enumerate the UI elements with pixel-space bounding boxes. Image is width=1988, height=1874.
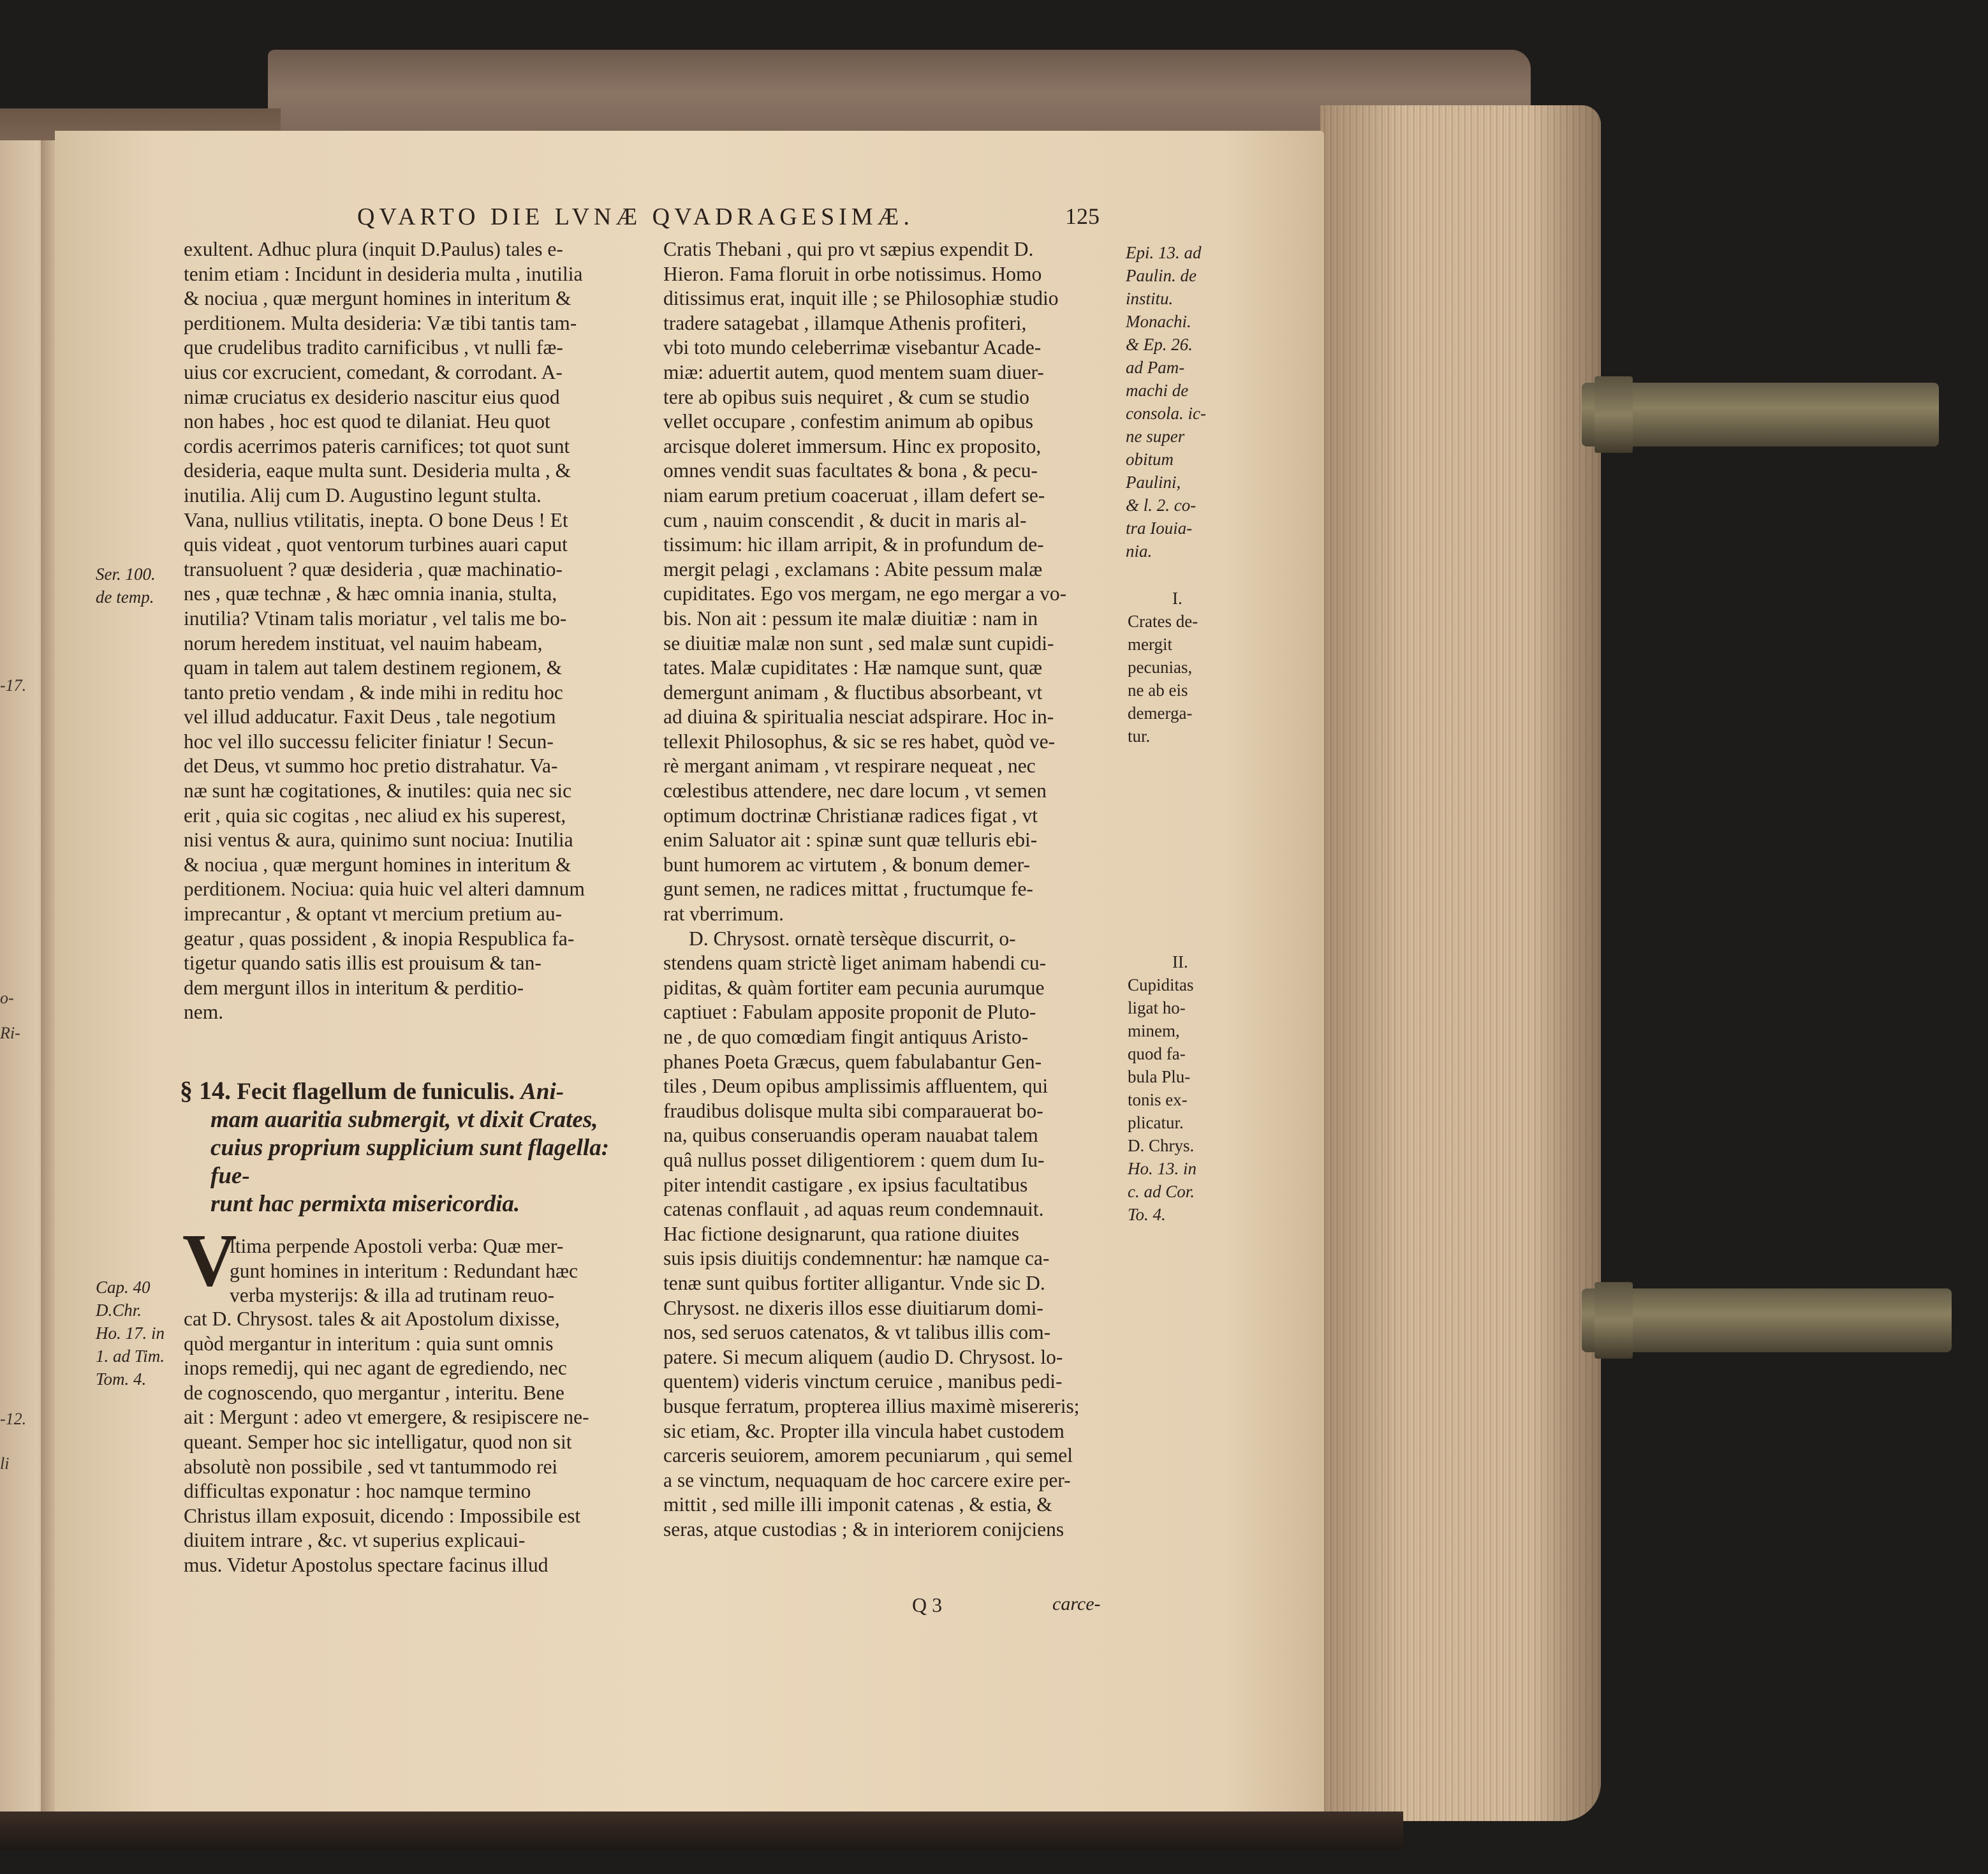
text-line: desideria, eaque multa sunt. Desideria multa , & [184, 459, 571, 482]
margin-note-line: Cupiditas [1128, 975, 1194, 994]
text-line: optimum doctrinæ Christianæ radices figat , vt [663, 804, 1038, 827]
margin-note-line: Ho. 17. in [96, 1324, 165, 1343]
text-line: quentem) videris vinctum ceruice , manibus pedi- [663, 1370, 1063, 1393]
text-line: nes , quæ technæ , & hæc omnia inania, stulta, [184, 582, 557, 605]
text-line: inutilia? Vtinam talis moriatur , vel talis me bo- [184, 607, 567, 630]
text-line: niam earum pretium coaceruat , illam defert se- [663, 483, 1045, 506]
margin-note-chr [96, 1276, 165, 1391]
text-line: ditissimus erat, inquit ille ; se Philosophiæ studio [663, 287, 1059, 310]
section-subtitle-line: mam auaritia submergit, vt dixit Crates, [210, 1107, 598, 1133]
text-line: tissimum: hic illam arripit, & in profundum de- [663, 533, 1044, 556]
book-clasp-lower [1582, 1288, 1952, 1352]
margin-note-line: Tom. 4. [96, 1369, 147, 1389]
text-line: exultent. Adhuc plura (inquit D.Paulus) tales e- [184, 238, 563, 260]
text-line: nem. [184, 1001, 224, 1024]
section-subtitle-line: runt hac permixta misericordia. [210, 1191, 520, 1217]
margin-note-line: D.Chr. [96, 1301, 142, 1320]
text-line: patere. Si mecum aliquem (audio D. Chrysost. lo- [663, 1345, 1063, 1368]
text-line: Chrysost. ne dixeris illos esse diuitiarum domi- [663, 1296, 1043, 1319]
text-line: inops remedij, qui nec agant de egrediendo, nec [184, 1357, 567, 1380]
text-line: piditas, & quàm fortiter eam pecunia aurumque [663, 976, 1045, 999]
text-line: gunt semen, ne radices mittat , fructumque fe- [663, 878, 1033, 901]
text-line: cupiditates. Ego vos mergam, ne ego mergar a vo- [663, 582, 1067, 605]
margin-note-line: Cap. 40 [96, 1278, 151, 1297]
margin-note-line: Monachi. [1126, 312, 1191, 331]
text-line: Hieron. Fama floruit in orbe notissimus. Homo [663, 262, 1042, 285]
text-line: imprecantur , & optant vt mercium pretium au- [184, 903, 563, 926]
text-line: nimæ cruciatus ex desiderio nascitur eius quod [184, 385, 560, 408]
margin-note-line: mergit [1128, 635, 1172, 654]
text-line: phanes Poeta Græcus, quem fabulabantur Gen- [663, 1050, 1042, 1073]
margin-note-line: bula Plu- [1128, 1067, 1191, 1086]
margin-note-line: obitum [1126, 450, 1174, 469]
text-line: miæ: aduertit autem, quod mentem suam diuer- [663, 360, 1044, 383]
margin-note-line: minem, [1128, 1021, 1180, 1040]
margin-note-line: tra Iouia- [1126, 519, 1193, 538]
catchword: carce- [1052, 1593, 1101, 1614]
text-line: næ sunt hæ cogitationes, & inutiles: quia nec sic [184, 779, 572, 802]
margin-note-line: & Ep. 26. [1126, 335, 1193, 354]
text-line: mus. Videtur Apostolus spectare facinus illud [184, 1553, 549, 1576]
text-line: rat vberrimum. [663, 903, 784, 926]
text-line: tere ab opibus suis nequiret , & cum se studio [663, 385, 1029, 408]
margin-note-line: Ser. 100. [96, 564, 156, 584]
margin-note-line: machi de [1126, 381, 1189, 400]
text-line: rè mergant animam , vt respirare nequeat , nec [663, 755, 1036, 778]
margin-note-crates [1128, 587, 1198, 748]
left-column-text [184, 237, 648, 1025]
text-line: absolutè non possibile , sed vt tantummodo rei [184, 1455, 558, 1478]
text-line: fraudibus dolisque multa sibi comparauerat bo- [663, 1099, 1043, 1122]
text-line: vbi toto mundo celeberrimæ visebantur Acade- [663, 336, 1042, 359]
margin-note-line: consola. ic- [1126, 404, 1206, 423]
text-line: tradere satagebat , illamque Athenis profiteri, [663, 311, 1027, 334]
text-line: tates. Malæ cupiditates : Hæ namque sunt, quæ [663, 656, 1043, 679]
margin-note-line: ad Pam- [1126, 358, 1185, 377]
margin-note-line: institu. [1126, 289, 1174, 308]
margin-note-line: Paulin. de [1126, 266, 1196, 285]
text-line: cœlestibus attendere, nec dare locum , vt semen [663, 779, 1047, 802]
margin-note-line: plicatur. [1128, 1113, 1184, 1132]
margin-note-ser [96, 563, 156, 609]
text-line: carceris seuiorem, amorem pecuniarum , qui semel [663, 1444, 1073, 1467]
text-line: queant. Semper hoc sic intelligatur, quod non sit [184, 1430, 572, 1453]
text-line: nisi ventus & aura, quinimo sunt nociua: Inutilia [184, 829, 573, 852]
margin-note-line: & l. 2. co- [1126, 496, 1196, 515]
text-line: ne , de quo comœdiam fingit antiquus Aristo- [663, 1026, 1029, 1048]
text-line: na, quibus conseruandis operam nauabat talem [663, 1124, 1038, 1147]
text-line: hoc vel illo successu feliciter finiatur ! Secun- [184, 730, 554, 753]
text-line: bis. Non ait : pessum ite malæ diuitiæ : nam in [663, 607, 1038, 630]
margin-note-cupiditas [1128, 950, 1196, 1226]
text-line: suis ipsis diuitijs condemnentur: hæ namque ca- [663, 1247, 1050, 1270]
text-line: vellet occupare , confestim animum ab opibus [663, 410, 1033, 433]
margin-note-numeral: I. [1172, 589, 1182, 608]
text-line: ad diuina & spiritualia nesciat adspirare. Hoc in- [663, 705, 1054, 728]
text-line: omnes vendit suas facultates & bona , & pecu- [663, 459, 1038, 482]
text-line: cordis acerrimos pateris carnifices; tot quot sunt [184, 434, 570, 457]
margin-note-line: quod fa- [1128, 1044, 1186, 1063]
text-line: catenas conflauit , ad aquas reum condemnauit. [663, 1198, 1044, 1221]
text-line: verba mysterijs: & illa ad trutinam reuo- [230, 1284, 555, 1307]
margin-note-line: Epi. 13. ad [1126, 243, 1202, 262]
text-line: Hac fictione designarunt, qua ratione diuites [663, 1222, 1020, 1245]
text-line: tanto pretio vendam , & inde mihi in reditu hoc [184, 681, 563, 704]
text-line: mittit , sed mille illi imponit catenas , & estia, & [663, 1493, 1052, 1516]
left-page-fragment: Ri- [0, 1024, 20, 1042]
section-number: § 14. [180, 1076, 231, 1105]
text-line: uius cor excrucient, comedant, & corrodant. A- [184, 360, 563, 383]
text-line: se diuitiæ malæ non sunt , sed malæ sunt cupidi- [663, 631, 1054, 654]
text-line: Christus illam exposuit, dicendo : Impossibile est [184, 1504, 581, 1527]
text-line: a se vinctum, nequaquam de hoc carcere exire per- [663, 1468, 1071, 1491]
text-line: erit , quia sic cogitas , nec aliud ex his superest, [184, 804, 566, 827]
text-line: demergunt animam , & fluctibus absorbeant, vt [663, 681, 1043, 704]
text-line: diuitem intrare , &c. vt superius explicaui- [184, 1529, 526, 1552]
text-line: tigetur quando satis illis est prouisum & tan- [184, 952, 541, 975]
section-subtitle-line: Ani- [520, 1079, 564, 1105]
running-header: QVARTO DIE LVNÆ QVADRAGESIMÆ. [357, 203, 914, 230]
section-title: Fecit flagellum de funiculis. [237, 1079, 515, 1105]
right-column-text [663, 237, 1123, 1542]
margin-note-line: 1. ad Tim. [96, 1346, 165, 1366]
text-line: tellexit Philosophus, & sic se res habet, quòd ve- [663, 730, 1056, 753]
text-line: Vana, nullius vtilitatis, inepta. O bone Deus ! Et [184, 508, 568, 531]
text-line: perditionem. Nociua: quia huic vel alteri damnum [184, 878, 585, 901]
text-line: nos, sed seruos catenatos, & vt talibus illis com- [663, 1321, 1051, 1344]
margin-note-line: D. Chrys. [1128, 1136, 1195, 1155]
text-line: de cognoscendo, quo mergantur , interitu. Bene [184, 1381, 564, 1404]
left-page-fragment: -12. [0, 1410, 27, 1428]
margin-note-line: Ho. 13. in [1128, 1159, 1196, 1178]
margin-note-line: pecunias, [1128, 658, 1193, 677]
text-line: tenæ sunt quibus fortiter alligantur. Vnde sic D. [663, 1271, 1045, 1294]
left-page-fragment: li [0, 1454, 10, 1473]
text-line: mergit pelagi , exclamans : Abite pessum malæ [663, 557, 1043, 580]
margin-note-line: de temp. [96, 587, 154, 607]
paragraph-dropcap-lines [230, 1234, 651, 1308]
text-line: seras, atque custodias ; & in interiorem conijciens [663, 1517, 1064, 1540]
page-number: 125 [1065, 203, 1100, 229]
book-cover-bottom [0, 1811, 1403, 1850]
text-line: perditionem. Multa desideria: Væ tibi tantis tam- [184, 311, 577, 334]
text-line: ltima perpende Apostoli verba: Quæ mer- [230, 1235, 564, 1257]
text-line: quòd mergantur in interitum : quia sunt omnis [184, 1332, 554, 1355]
text-line: cat D. Chrysost. tales & ait Apostolum dixisse, [184, 1308, 560, 1330]
margin-note-line: ne super [1126, 427, 1185, 446]
signature-mark: Q 3 [912, 1593, 943, 1616]
margin-note-line: tonis ex- [1128, 1090, 1188, 1109]
text-line: enim Saluator ait : spinæ sunt quæ telluris ebi- [663, 829, 1038, 852]
text-line: inutilia. Alij cum D. Augustino legunt stulta. [184, 483, 541, 506]
text-line: bunt humorem ac virtutem , & bonum demer- [663, 853, 1030, 876]
text-line: gunt homines in interitum : Redundant hæc [230, 1259, 578, 1282]
text-line: & nociua , quæ mergunt homines in interitum & [184, 853, 571, 876]
drop-cap: V [182, 1218, 237, 1302]
text-line: piter intendit castigare , ex ipsius facultatibus [663, 1173, 1028, 1196]
text-line: Cratis Thebani , qui pro vt sæpius expendit D. [663, 238, 1034, 260]
margin-note-line: ne ab eis [1128, 681, 1188, 700]
margin-note-line: ligat ho- [1128, 998, 1186, 1017]
book-clasp-upper [1582, 383, 1939, 446]
margin-note-line: nia. [1126, 542, 1152, 561]
clasp-hinge-lower [1594, 1282, 1633, 1359]
left-page-fragment: -17. [0, 676, 27, 695]
margin-note-line: To. 4. [1128, 1205, 1166, 1224]
section-heading [180, 1077, 645, 1218]
text-line: stendens quam strictè liget animam habendi cu- [663, 952, 1047, 975]
text-line: cum , nauim conscendit , & ducit in maris al- [663, 508, 1027, 531]
page-edges-shadow [1320, 105, 1601, 1821]
text-line: quâ nullus posset diligentiorem : quem dum Iu- [663, 1148, 1045, 1171]
margin-note-epistles [1126, 241, 1206, 563]
margin-note-line: Crates de- [1128, 612, 1198, 631]
text-line: D. Chrysost. ornatè tersèque discurrit, o- [689, 927, 1016, 950]
margin-note-line: Paulini, [1126, 473, 1181, 492]
margin-note-line: tur. [1128, 727, 1151, 746]
text-line: que crudelibus tradito carnificibus , vt nulli fæ- [184, 336, 563, 359]
text-line: sic etiam, &c. Propter illa vincula habet custodem [663, 1419, 1064, 1442]
text-line: tenim etiam : Incidunt in desideria multa , inutilia [184, 262, 583, 285]
margin-note-line: c. ad Cor. [1128, 1182, 1195, 1201]
text-line: & nociua , quæ mergunt homines in interitum & [184, 287, 571, 310]
text-line: dem mergunt illos in interitum & perditio- [184, 976, 524, 999]
margin-note-line: demerga- [1128, 704, 1193, 723]
text-line: det Deus, vt summo hoc pretio distrahatur. Va- [184, 755, 558, 778]
left-page-fragment: o- [0, 989, 14, 1007]
text-line: difficultas exponatur : hoc namque termino [184, 1480, 531, 1503]
text-line: quis videat , quot ventorum turbines auari caput [184, 533, 568, 556]
text-line: non habes , hoc est quod te dilaniat. Heu quot [184, 410, 550, 433]
text-line: tiles , Deum opibus amplissimis affluentem, qui [663, 1075, 1049, 1098]
text-line: arcisque doleret immersum. Hinc ex proposito, [663, 434, 1042, 457]
clasp-hinge-upper [1594, 376, 1633, 453]
text-line: captiuet : Fabulam apposite proponit de Pluto- [663, 1001, 1036, 1024]
margin-note-numeral: II. [1172, 952, 1188, 971]
section-subtitle-line: cuius proprium supplicium sunt flagella: fue- [210, 1135, 610, 1189]
text-line: norum heredem instituat, vel nauim habeam, [184, 631, 543, 654]
text-line: transuoluent ? quæ desideria , quæ machinatio- [184, 557, 563, 580]
text-line: geatur , quas possident , & inopia Respublica fa- [184, 927, 575, 950]
paragraph-continued [184, 1307, 648, 1578]
text-line: busque ferratum, propterea illius maximè misereris; [663, 1394, 1080, 1417]
text-line: ait : Mergunt : adeo vt emergere, & resipiscere ne- [184, 1406, 589, 1429]
left-page-edge [0, 140, 46, 1824]
text-line: vel illud adducatur. Faxit Deus , tale negotium [184, 705, 556, 728]
text-line: quam in talem aut talem destinem regionem, & [184, 656, 563, 679]
